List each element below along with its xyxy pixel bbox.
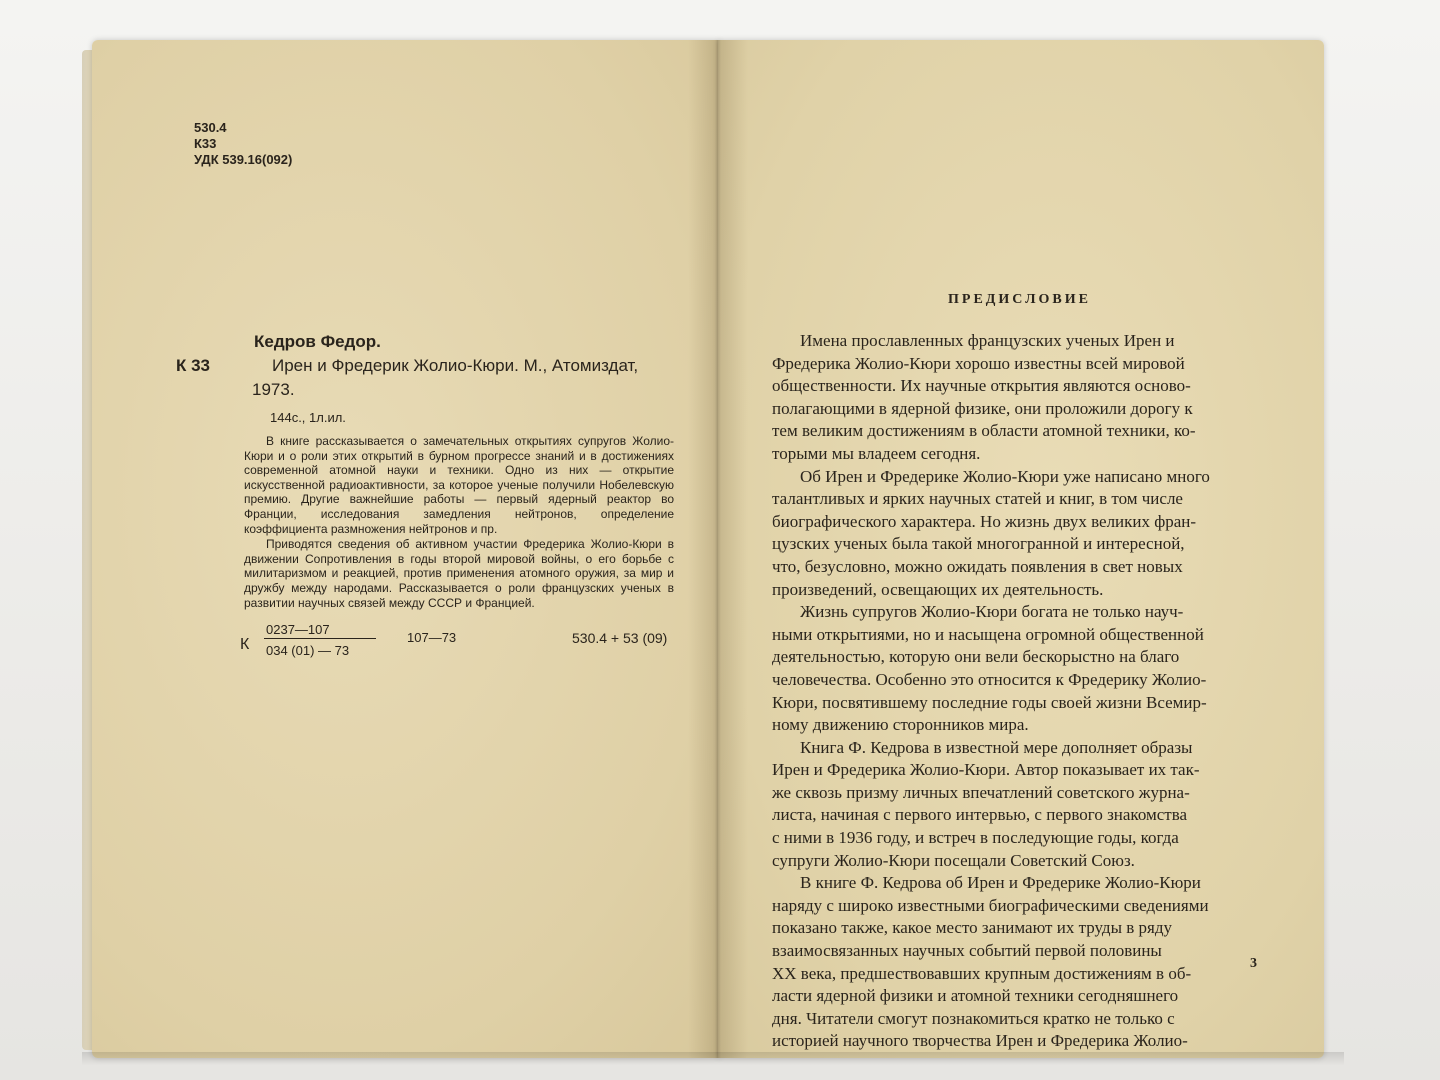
classification-line: 530.4 [194,120,227,135]
book-gutter [688,40,748,1058]
fraction-line [264,638,376,639]
text-line: XX века, предшествовавших крупным достижениям в об- [772,963,1192,983]
text-line: Книга Ф. Кедрова в известной мере дополняет образы [800,737,1193,757]
classification-codes [194,120,292,168]
page-number: 3 [1250,956,1257,971]
annotation [244,434,674,610]
code-middle: 107—73 [407,630,457,645]
text-line: общественности. Их научные открытия являются осново- [772,376,1191,396]
text-line: ными открытиями, но и насыщена огромной общественной [772,624,1204,644]
open-book [82,40,1344,1058]
annotation-paragraph: В книге рассказывается о замечательных открытиях супругов Жолио-Кюри и о роли этих открытий в бурном прогрессе знаний и в достижениях современной атомной науки и техники. Одно из них — открытие искусственной радиоактивности, за которое ученые получили Нобелевскую премию. Другие важнейшие работы — первый ядерный реактор во Франции, исследования замедления нейтронов, определение коэффициента размножения нейтронов и пр. [244,434,674,536]
text-line: Фредерика Жолио-Кюри хорошо известны всей мировой [772,353,1185,373]
text-line: тем великим достижениям в области атомной техники, ко- [772,421,1196,441]
text-line: Кюри, посвятившему последние годы своей жизни Всемир- [772,692,1207,712]
page-count: 144с., 1л.ил. [270,410,346,425]
text-line: же сквозь призму личных впечатлений советского журна- [772,782,1190,802]
left-page [92,40,720,1058]
preface-text [772,330,1292,1053]
text-line: супруги Жолио-Кюри посещали Советский Союз. [772,850,1135,870]
author-name: Кедров Федор. [254,332,381,351]
text-line: дня. Читатели смогут познакомиться кратко не только с [772,1008,1175,1028]
text-line: что, безусловно, можно ожидать появления в свет новых [772,556,1183,576]
right-page [718,40,1324,1058]
book-shadow [82,1052,1344,1066]
text-line: полагающими в ядерной физике, они проложили дорогу к [772,398,1193,418]
classification-line: УДК 539.16(092) [194,152,293,167]
text-line: Жизнь супругов Жолио-Кюри богата не только науч- [800,602,1184,622]
text-line: торыми мы владеем сегодня. [772,443,981,463]
annotation-paragraph: Приводятся сведения об активном участии Фредерика Жолио-Кюри в движении Сопротивления в годы второй мировой войны, о его борьбе с милитаризмом и реакцией, против применения атомного оружия, за мир и дружбу между народами. Рассказывается о роли французских ученых в развитии научных связей между СССР и Францией. [244,537,674,610]
classification-line: К33 [194,136,217,151]
text-line: ному движению сторонников мира. [772,715,1029,735]
text-line: талантливых и ярких научных статей и книг, в том числе [772,489,1183,509]
code-numerator: 0237—107 [266,622,330,637]
text-line: с ними в 1936 году, и встреч в последующие годы, когда [772,828,1179,848]
text-line: листа, начиная с первого интервью, с первого знакомства [772,805,1188,825]
catalog-mark: К 33 [176,356,211,375]
text-line: Имена прославленных французских ученых Ирен и [800,331,1175,350]
code-denominator: 034 (01) — 73 [266,643,350,658]
text-line: Об Ирен и Фредерике Жолио-Кюри уже написано много [800,466,1210,486]
text-line: показано также, какое место занимают их труды в ряду [772,918,1172,938]
text-line: цузских ученых была такой многогранной и интересной, [772,534,1185,554]
text-line: человечества. Особенно это относится к Фредерику Жолио- [772,669,1207,689]
text-line: историей научного творчества Ирен и Фредерика Жолио- [772,1031,1188,1051]
code-right: 530.4 + 53 (09) [572,630,668,646]
text-line: наряду с широко известными биографическими сведениями [772,895,1209,915]
text-line: деятельностью, которую они вели бескорыстно на благо [772,647,1180,667]
book-title-line: Ирен и Фредерик Жолио-Кюри. М., Атомиздат, [272,356,639,375]
text-line: произведений, освещающих их деятельность. [772,579,1104,599]
publication-year: 1973. [252,380,295,399]
code-letter: К [240,636,250,653]
text-line: биографического характера. Но жизнь двух великих фран- [772,511,1197,531]
page-heading: ПРЕДИСЛОВИЕ [948,292,1091,307]
text-line: ласти ядерной физики и атомной техники сегодняшнего [772,986,1179,1006]
text-line: Ирен и Фредерика Жолио-Кюри. Автор показывает их так- [772,760,1200,780]
text-line: В книге Ф. Кедрова об Ирен и Фредерике Жолио-Кюри [800,873,1201,893]
text-line: взаимосвязанных научных событий первой половины [772,941,1162,961]
